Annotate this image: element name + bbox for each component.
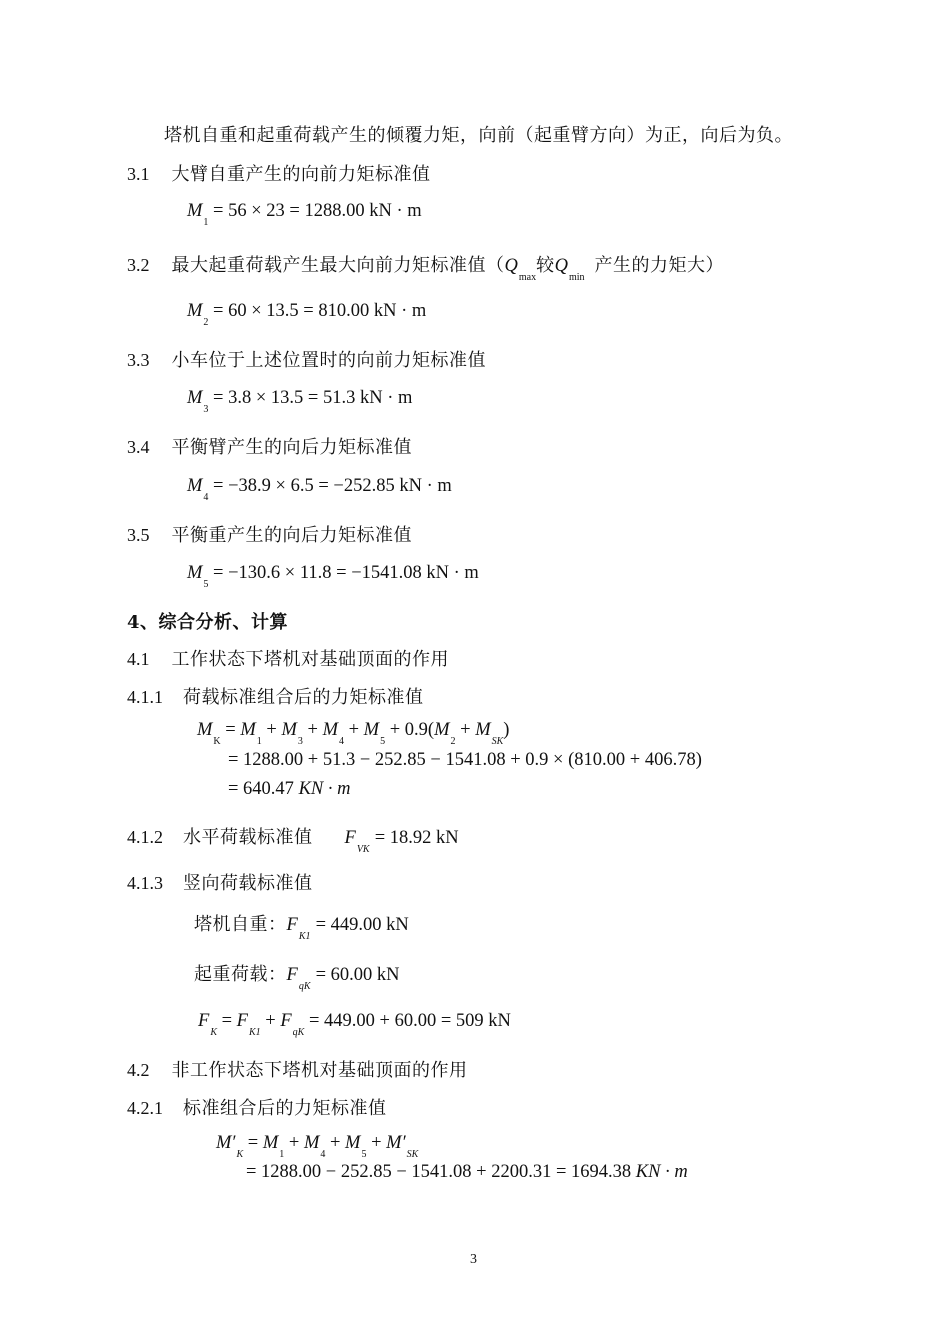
section-number: 3.4	[127, 437, 150, 457]
equation-body: = 449.00 + 60.00 = 509 kN	[308, 1011, 511, 1031]
section-title: 非工作状态下塔机对基础顶面的作用	[171, 1060, 468, 1081]
subscript: K	[210, 1027, 217, 1038]
equation-m4	[187, 476, 452, 503]
section-title: 最大起重荷载产生最大向前力矩标准值（	[171, 255, 505, 276]
section-3-5-heading	[127, 521, 412, 547]
subscript: SK	[406, 1149, 419, 1160]
operator: +	[288, 1133, 300, 1153]
page-number: 3	[470, 1252, 477, 1267]
section-number: 4.1.2	[127, 827, 163, 847]
section-3-2-heading	[127, 251, 725, 283]
equation-m3	[187, 388, 413, 415]
equation-body: = 449.00 kN	[315, 915, 409, 935]
section-title: 小车位于上述位置时的向前力矩标准值	[171, 350, 486, 371]
section-number: 4.2	[127, 1060, 150, 1080]
section-3-3-heading	[127, 346, 486, 372]
symbol-f: F	[280, 1011, 292, 1031]
subscript: qK	[298, 981, 311, 992]
section-number: 3.1	[127, 164, 150, 184]
equation-body: = 56 × 23 = 1288.00 kN · m	[213, 201, 422, 221]
symbol-m: M	[240, 720, 256, 740]
equation-mk-line2: = 1288.00 + 51.3 − 252.85 − 1541.08 + 0.9 × (810.00 + 406.78)	[228, 750, 702, 770]
subscript: SK	[491, 736, 504, 747]
section-4-1-1-heading	[127, 683, 424, 709]
section-number: 4.1.1	[127, 687, 163, 707]
symbol-m: M	[197, 720, 213, 740]
subscript: qK	[292, 1027, 305, 1038]
section-number: 4.1	[127, 649, 150, 669]
subscript: 5	[361, 1149, 367, 1160]
equation-body: = 60 × 13.5 = 810.00 kN · m	[213, 301, 427, 321]
section-title: 竖向荷载标准值	[183, 873, 313, 894]
operator: )	[503, 720, 510, 740]
equation-result: = 640.47	[228, 779, 294, 799]
subscript: 4	[203, 492, 209, 503]
subscript: 3	[297, 736, 303, 747]
equation-mk-prime-line1	[216, 1133, 419, 1160]
section-4-1-heading	[127, 645, 449, 671]
label: 起重荷载：	[194, 964, 287, 985]
equation-result: = 1288.00 − 252.85 − 1541.08 + 2200.31 = 1694.38	[246, 1162, 632, 1182]
symbol-m: M	[363, 720, 380, 740]
section-3-1-heading	[127, 160, 431, 186]
symbol-m: M	[187, 301, 203, 321]
subscript: 1	[279, 1149, 285, 1160]
subscript: 4	[338, 736, 344, 747]
section-title: 水平荷载标准值	[183, 827, 313, 848]
subscript: 4	[320, 1149, 326, 1160]
section-title-end: 产生的力矩大）	[594, 255, 725, 276]
section-title: 工作状态下塔机对基础顶面的作用	[171, 649, 449, 670]
section-number: 4.2.1	[127, 1098, 163, 1118]
operator: +	[266, 720, 277, 740]
section-title-mid: 较	[536, 255, 555, 276]
subscript: 2	[203, 317, 209, 328]
symbol-f: F	[286, 915, 298, 935]
symbol-m: M	[345, 1133, 361, 1153]
section-4-1-2-heading	[127, 823, 459, 855]
subscript: 2	[450, 736, 456, 747]
operator: +	[348, 720, 360, 740]
symbol-f: F	[344, 828, 356, 848]
section-number: 4.1.3	[127, 873, 163, 893]
symbol-f: F	[286, 965, 298, 985]
operator: +	[265, 1011, 276, 1031]
operator: =	[225, 720, 236, 740]
equation-mk-line3	[228, 779, 350, 800]
equation-mk-prime-line2	[246, 1162, 688, 1183]
operator: + 0.9(	[389, 720, 435, 740]
subscript: max	[518, 272, 537, 283]
subscript: K	[236, 1149, 244, 1160]
subscript: 1	[256, 736, 262, 747]
symbol-m: M	[187, 201, 203, 221]
subscript: 3	[203, 404, 209, 415]
unit: KN · m	[298, 779, 351, 799]
section-4-heading: 4、综合分析、计算	[127, 612, 289, 633]
equation-body: = 18.92 kN	[374, 828, 459, 848]
intro-paragraph: 塔机自重和起重荷载产生的倾覆力矩，向前（起重臂方向）为正，向后为负。	[164, 125, 793, 146]
symbol-f: F	[236, 1011, 248, 1031]
equation-body: = −38.9 × 6.5 = −252.85 kN · m	[213, 476, 452, 496]
unit: KN · m	[635, 1162, 688, 1182]
symbol-m: M	[262, 1133, 279, 1153]
equation-m5	[187, 563, 479, 590]
equation-body: = 60.00 kN	[315, 965, 400, 985]
lift-load-line	[194, 960, 400, 992]
section-title: 大臂自重产生的向前力矩标准值	[171, 164, 431, 185]
operator: +	[460, 720, 471, 740]
subscript: min	[568, 272, 585, 283]
symbol-q: Q	[504, 256, 518, 276]
subscript: 5	[203, 579, 209, 590]
operator: +	[371, 1133, 382, 1153]
section-4-2-heading	[127, 1056, 468, 1082]
equation-fk	[198, 1011, 511, 1038]
symbol-q: Q	[554, 256, 568, 276]
symbol-m-prime: M′	[216, 1133, 236, 1153]
symbol-f: F	[198, 1011, 210, 1031]
equation-mk-line1	[197, 720, 510, 747]
section-4-2-1-heading	[127, 1094, 387, 1120]
equation-m2	[187, 301, 427, 328]
symbol-m: M	[187, 476, 203, 496]
symbol-m: M	[281, 720, 297, 740]
operator: =	[221, 1011, 233, 1031]
symbol-m: M	[475, 720, 491, 740]
label: 塔机自重：	[194, 914, 287, 935]
section-4-1-3-heading	[127, 869, 313, 895]
equation-m1	[187, 201, 422, 228]
equation-body: = −130.6 × 11.8 = −1541.08 kN · m	[213, 563, 479, 583]
symbol-m: M	[303, 1133, 320, 1153]
subscript: K1	[298, 931, 311, 942]
subscript: K	[213, 736, 221, 747]
subscript: VK	[356, 844, 370, 855]
symbol-m: M	[434, 720, 450, 740]
operator: +	[329, 1133, 341, 1153]
symbol-m-prime: M′	[386, 1133, 406, 1153]
symbol-m: M	[187, 563, 203, 583]
section-title: 标准组合后的力矩标准值	[183, 1098, 387, 1119]
section-title: 平衡重产生的向后力矩标准值	[171, 525, 412, 546]
subscript: 5	[380, 736, 386, 747]
section-title: 荷载标准组合后的力矩标准值	[183, 687, 424, 708]
subscript: 1	[203, 217, 209, 228]
section-number: 3.3	[127, 350, 150, 370]
symbol-m: M	[187, 388, 203, 408]
section-number: 3.5	[127, 525, 150, 545]
equation-body: = 3.8 × 13.5 = 51.3 kN · m	[213, 388, 413, 408]
self-weight-line	[194, 910, 409, 942]
section-3-4-heading	[127, 433, 412, 459]
section-title: 平衡臂产生的向后力矩标准值	[171, 437, 412, 458]
symbol-m: M	[322, 720, 338, 740]
operator: =	[247, 1133, 259, 1153]
subscript: K1	[248, 1027, 261, 1038]
section-number: 3.2	[127, 255, 150, 275]
operator: +	[307, 720, 318, 740]
